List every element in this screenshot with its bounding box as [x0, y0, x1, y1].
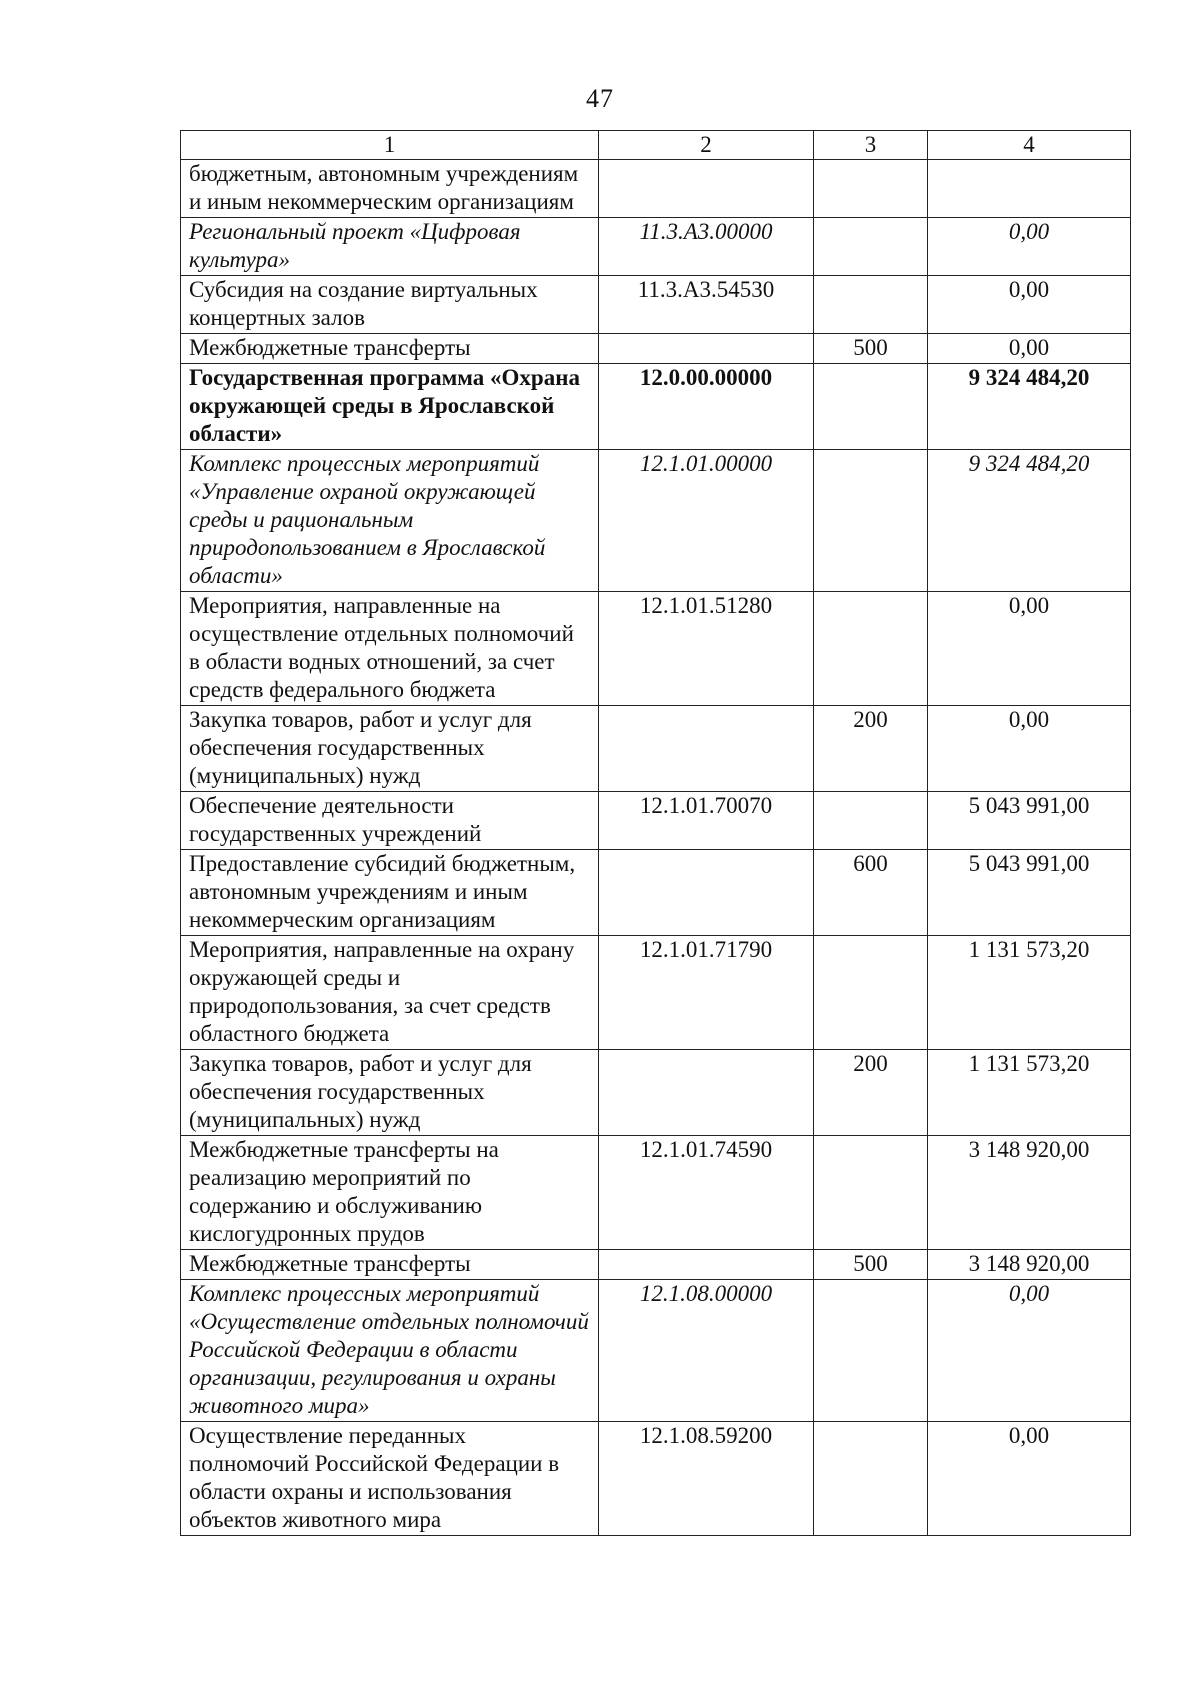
row-name-cell: Обеспечение деятельности государственных учреждений [181, 792, 599, 850]
row-expense-type-cell [814, 160, 928, 218]
row-code-cell: 11.3.A3.00000 [599, 218, 814, 276]
row-expense-type-cell [814, 218, 928, 276]
row-amount-cell: 0,00 [928, 592, 1131, 706]
row-name-cell: Мероприятия, направленные на охрану окружающей среды и природопользования, за счет средств областного бюджета [181, 936, 599, 1050]
page-number: 47 [586, 84, 614, 113]
row-expense-type-cell [814, 276, 928, 334]
table-row [181, 1250, 1131, 1280]
table-row [181, 1136, 1131, 1250]
row-amount-cell: 0,00 [928, 706, 1131, 792]
table-row [181, 936, 1131, 1050]
table-row [181, 592, 1131, 706]
row-expense-type-cell: 500 [814, 334, 928, 364]
row-name-cell: Государственная программа «Охрана окружающей среды в Ярославской области» [181, 364, 599, 450]
row-amount-cell: 0,00 [928, 276, 1131, 334]
row-code-cell: 12.1.08.59200 [599, 1422, 814, 1536]
row-amount-cell: 5 043 991,00 [928, 792, 1131, 850]
row-name-cell: Закупка товаров, работ и услуг для обеспечения государственных (муниципальных) нужд [181, 1050, 599, 1136]
budget-table [180, 130, 1131, 1536]
row-amount-cell: 0,00 [928, 1422, 1131, 1536]
row-expense-type-cell [814, 450, 928, 592]
table-row [181, 218, 1131, 276]
row-code-cell [599, 850, 814, 936]
row-expense-type-cell [814, 792, 928, 850]
row-name-cell: Субсидия на создание виртуальных концертных залов [181, 276, 599, 334]
row-amount-cell: 5 043 991,00 [928, 850, 1131, 936]
table-header-row [181, 131, 1131, 160]
row-code-cell [599, 334, 814, 364]
header-col-1: 1 [181, 131, 599, 160]
row-code-cell [599, 1250, 814, 1280]
row-expense-type-cell [814, 1136, 928, 1250]
header-col-2: 2 [599, 131, 814, 160]
table-row [181, 706, 1131, 792]
row-code-cell: 12.1.01.00000 [599, 450, 814, 592]
row-name-cell: Предоставление субсидий бюджетным, автономным учреждениям и иным некоммерческим организациям [181, 850, 599, 936]
row-expense-type-cell: 200 [814, 1050, 928, 1136]
row-expense-type-cell [814, 936, 928, 1050]
row-amount-cell: 1 131 573,20 [928, 1050, 1131, 1136]
row-code-cell: 12.1.01.51280 [599, 592, 814, 706]
header-col-3: 3 [814, 131, 928, 160]
row-code-cell [599, 1050, 814, 1136]
row-code-cell [599, 706, 814, 792]
row-amount-cell: 9 324 484,20 [928, 450, 1131, 592]
row-name-cell: Межбюджетные трансферты [181, 334, 599, 364]
table-row [181, 450, 1131, 592]
table-row [181, 334, 1131, 364]
row-code-cell: 11.3.A3.54530 [599, 276, 814, 334]
row-code-cell: 12.1.01.71790 [599, 936, 814, 1050]
row-name-cell: Мероприятия, направленные на осуществление отдельных полномочий в области водных отношений, за счет средств федерального бюджета [181, 592, 599, 706]
row-name-cell: Осуществление переданных полномочий Российской Федерации в области охраны и использования объектов животного мира [181, 1422, 599, 1536]
row-name-cell: Межбюджетные трансферты [181, 1250, 599, 1280]
table-row [181, 364, 1131, 450]
row-expense-type-cell: 200 [814, 706, 928, 792]
table-row [181, 1280, 1131, 1422]
table-row [181, 160, 1131, 218]
row-name-cell: Комплекс процессных мероприятий «Осуществление отдельных полномочий Российской Федерации в области организации, регулирования и охраны животного мира» [181, 1280, 599, 1422]
row-expense-type-cell: 600 [814, 850, 928, 936]
row-expense-type-cell [814, 1422, 928, 1536]
row-code-cell: 12.1.01.74590 [599, 1136, 814, 1250]
row-name-cell: Закупка товаров, работ и услуг для обеспечения государственных (муниципальных) нужд [181, 706, 599, 792]
table-row [181, 850, 1131, 936]
row-code-cell [599, 160, 814, 218]
row-amount-cell: 0,00 [928, 218, 1131, 276]
row-code-cell: 12.1.01.70070 [599, 792, 814, 850]
row-name-cell: Комплекс процессных мероприятий «Управление охраной окружающей среды и рациональным природопользованием в Ярославской области» [181, 450, 599, 592]
table-row [181, 792, 1131, 850]
table-row [181, 1050, 1131, 1136]
row-expense-type-cell [814, 364, 928, 450]
row-name-cell: Региональный проект «Цифровая культура» [181, 218, 599, 276]
row-amount-cell [928, 160, 1131, 218]
row-amount-cell: 1 131 573,20 [928, 936, 1131, 1050]
header-col-4: 4 [928, 131, 1131, 160]
row-code-cell: 12.1.08.00000 [599, 1280, 814, 1422]
row-code-cell: 12.0.00.00000 [599, 364, 814, 450]
row-name-cell: Межбюджетные трансферты на реализацию мероприятий по содержанию и обслуживанию кислогудронных прудов [181, 1136, 599, 1250]
row-amount-cell: 9 324 484,20 [928, 364, 1131, 450]
row-expense-type-cell [814, 1280, 928, 1422]
row-amount-cell: 3 148 920,00 [928, 1250, 1131, 1280]
table-body [181, 160, 1131, 1536]
table-row [181, 1422, 1131, 1536]
row-expense-type-cell: 500 [814, 1250, 928, 1280]
row-name-cell: бюджетным, автономным учреждениям и иным некоммерческим организациям [181, 160, 599, 218]
table-row [181, 276, 1131, 334]
row-expense-type-cell [814, 592, 928, 706]
row-amount-cell: 3 148 920,00 [928, 1136, 1131, 1250]
row-amount-cell: 0,00 [928, 334, 1131, 364]
row-amount-cell: 0,00 [928, 1280, 1131, 1422]
